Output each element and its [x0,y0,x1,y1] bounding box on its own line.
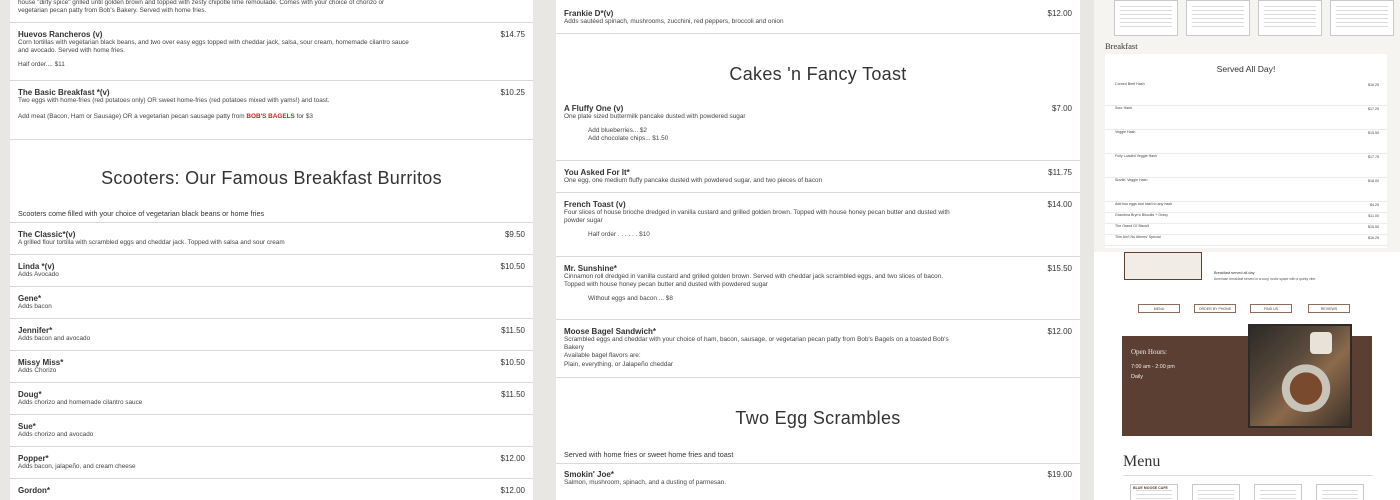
item-price: $12.00 [1047,327,1072,336]
item-price: $11.75 [1048,168,1072,177]
item-price: $15.50 [1047,264,1072,273]
menu-item [10,479,533,500]
item-desc: A grilled flour tortilla with scrambled eggs and cheddar jack. Topped with salsa and sour cream [18,239,285,246]
item-price: $11.50 [501,326,525,335]
item-note: Without eggs and bacon ... $8 [588,295,673,303]
item-name: Doug* [18,390,42,399]
item-desc: Adds chorizo and avocado [18,431,94,438]
section-header [556,378,1080,440]
item-price: $11.50 [501,390,525,399]
item-desc: One egg, one medium fluffy pancake dusted with powdered sugar, and two pieces of bacon [564,177,823,184]
section-title: Scooters: Our Famous Breakfast Burritos [101,168,442,188]
menu-item [556,193,1080,257]
section-title: Cakes 'n Fancy Toast [729,64,907,84]
menu-label: Menu [1123,453,1161,470]
website-screenshot [1094,252,1400,442]
menu-card-rows [1105,82,1387,246]
menu-item [556,0,1080,34]
item-price: $9.50 [504,230,525,239]
menu-card-row-label: Sour Hash [1115,106,1132,110]
item-name: A Fluffy One (v) [564,104,624,113]
order-by-phone-button[interactable] [1194,304,1236,313]
menu-item [10,81,533,140]
menu-card-row-label: The Grand Ol' Biscuit [1115,224,1150,228]
menu-gallery-section [1094,442,1400,500]
item-desc: Available bagel flavors are: [564,352,641,360]
menu-card-row [1105,154,1387,178]
item-desc: Adds sautéed spinach, mushrooms, zucchini, red peppers, broccoli and onion [564,18,784,25]
menu-item [10,23,533,81]
menu-card-row-price: $4.25 [1370,203,1379,207]
note-text: Add meat (Bacon, Ham or Sausage) OR a vegetarian pecan sausage patty from [18,113,247,121]
find-us-button[interactable] [1250,304,1292,313]
menu-card-row-price: $17.25 [1368,107,1379,111]
menu-thumbnail[interactable] [1330,0,1394,36]
section-subtitle: Served with home fries or sweet home fries and toast [564,450,734,459]
menu-card-row [1105,106,1387,130]
menu-card-row-label: Sizzlin' Veggie Hash [1115,178,1148,182]
button-label: REVIEWS [1320,307,1338,311]
item-name: French Toast (v) [564,200,626,209]
item-name: The Classic*(v) [18,230,76,239]
site-tagline: American breakfast served in a cozy, rustic space with a quirky vibe. [1214,277,1317,281]
menu-card-row [1105,224,1387,235]
item-note: Add blueberries... $2 [588,127,647,135]
item-name: The Basic Breakfast *(v) [18,88,110,97]
menu-thumbnail[interactable] [1258,0,1322,36]
item-price: $10.50 [500,358,525,367]
menu-item [10,223,533,255]
menu-thumbnail[interactable] [1186,0,1250,36]
item-note [18,113,525,120]
section-header [556,34,1080,97]
menu-card-row-label: Add two eggs and hash to any hash [1115,202,1173,206]
menu-card-row [1105,235,1387,246]
menu-item [10,383,533,415]
menu-card-row-label: Fully Loaded Veggie Hash [1115,154,1157,158]
item-note: Half order . . . . . . $10 [588,231,650,239]
item-price: $12.00 [500,454,525,463]
menu-card-title: Served All Day! [1216,64,1276,74]
menu-card-row [1105,213,1387,224]
item-desc: Scrambled eggs and cheddar with your choice of ham, bacon, sausage, or vegetarian pecan patty from Bob's Bagels on a toasted Bob's Bakery [564,336,949,352]
menu-item [10,351,533,383]
item-desc: Salmon, mushroom, spinach, and a dusting of parmesan. [564,479,726,486]
item-name: Gordon* [18,486,50,495]
plate [1278,360,1334,412]
menu-item [10,319,533,351]
item-desc: Adds bacon [18,303,52,310]
menu-card-row-label: Veggie Hash [1115,130,1136,134]
item-desc: Four slices of house brioche dredged in vanilla custard and grilled golden brown. Topped with house honey pecan butter and dusted with powder sugar [564,209,950,225]
item-price: $12.00 [500,486,525,495]
open-hours-title: Open Hours: [1131,348,1167,356]
item-name: Smokin' Joe* [564,470,614,479]
item-desc: Corn tortillas with vegetarian black beans, and two over easy eggs topped with cheddar jack, salsa, sour cream, homemade cilantro sauce and avocado. Served with home fries. [18,39,409,55]
item-desc: Plain, everything, or Jalapeño cheddar [564,360,674,368]
menu-thumbnails-top [1104,0,1400,36]
item-name: Frankie D*(v) [564,9,614,18]
menu-button[interactable] [1138,304,1180,313]
menu-panel-left[interactable] [10,0,533,500]
menu-thumbnail[interactable] [1192,484,1240,500]
menu-card-row [1105,202,1387,213]
item-desc: Adds Chorizo [18,367,57,374]
section-subtitle-row [10,199,533,223]
item-name: Missy Miss* [18,358,64,367]
item-price: $14.75 [500,30,525,39]
menu-card-row [1105,178,1387,202]
menu-card-row-price: $16.25 [1368,83,1379,87]
toast-list [556,97,1080,378]
item-name: Moose Bagel Sandwich* [564,327,657,336]
menu-item [10,287,533,319]
menu-card-row-price: $15.50 [1368,131,1379,135]
item-price: $12.00 [1047,9,1072,18]
menu-item [556,464,1080,500]
menu-thumbnail[interactable] [1254,484,1302,500]
item-desc: Adds bacon and avocado [18,335,91,342]
item-desc: Adds Avocado [18,271,59,278]
item-desc: Two eggs with home-fries (red potatoes only) OR sweet home-fries (red potatoes mixed with yams!) and toast. [18,97,330,104]
menu-panel-middle[interactable] [556,0,1080,500]
section-subtitle-row [556,440,1080,464]
section-header [10,140,533,199]
item-note: Add chocolate chips... $1.50 [588,135,669,143]
item-price: $14.00 [1047,200,1072,209]
button-label: MENU [1153,307,1165,311]
button-label: FIND US [1263,307,1279,311]
menu-card-row-price: $18.00 [1368,179,1379,183]
item-note: Half order.... $11 [18,61,65,69]
item-name: Linda *(v) [18,262,55,271]
menu-item [556,97,1080,161]
menu-item [10,415,533,447]
menu-item [10,255,533,287]
hero-image [1124,252,1202,280]
menu-item [556,257,1080,320]
item-name: Jennifer* [18,326,53,335]
item-name: Mr. Sunshine* [564,264,617,273]
section-subtitle: Scooters come filled with your choice of vegetarian black beans or home fries [18,209,265,218]
breakfast-menu-card[interactable] [1105,54,1387,248]
open-hours-time: 7:00 am - 2:00 pm [1131,364,1175,370]
item-notes [564,231,1072,239]
bobs-bagels-link[interactable]: BOB'S BAGELS [246,113,295,121]
item-notes [564,295,1072,303]
menu-card-row-price: $17.75 [1368,155,1379,159]
item-name: Gene* [18,294,42,303]
breakfast-photo [1248,324,1352,428]
menu-item [10,447,533,479]
menu-item [556,320,1080,378]
menu-card-row-price: $16.25 [1368,236,1379,240]
divider [1123,475,1373,476]
item-price: $19.00 [1047,470,1072,479]
logo-text: BLUE MOOSE CAFE [1133,486,1168,490]
menu-thumbnail[interactable] [1130,484,1178,500]
site-heading: Breakfast served all day [1214,271,1255,275]
item-name: Sue* [18,422,36,431]
item-price: $7.00 [1051,104,1072,113]
item-desc: Cinnamon roll dredged in vanilla custard and grilled golden brown. Served with cheddar jack scrambled eggs, and two slices of bacon. Topped with house honey pecan butter and dusted with powdered sugar [564,273,944,289]
item-notes [564,127,1072,143]
item-name: You Asked For It* [564,168,630,177]
menu-card-row-label: This Ain't No Athens' Special [1115,235,1161,239]
menu-card-row [1105,82,1387,106]
reviews-button[interactable] [1308,304,1350,313]
button-label: ORDER BY PHONE [1198,307,1232,311]
menu-card-row-label: Corned Beef Hash [1115,82,1145,86]
item-desc: Adds chorizo and homemade cilantro sauce [18,399,143,406]
menu-item-top [10,0,533,23]
note-text: for $3 [294,113,313,121]
menu-thumbnail[interactable] [1114,0,1178,36]
burrito-list [10,223,533,500]
item-desc: house "dirty spice" grilled until golden brown and topped with zesty chipotle lime remoulade. Comes with your choice of chorizo or vegetarian pecan patty from Bob's Bakery. Served with home fries. [18,0,385,15]
menu-card-row-price: $15.50 [1368,225,1379,229]
item-price: $10.50 [500,262,525,271]
item-desc: Adds bacon, jalapeño, and cream cheese [18,463,136,470]
section-title: Two Egg Scrambles [735,408,901,428]
item-price: $10.25 [500,88,525,97]
item-desc: One plate sized buttermilk pancake dusted with powdered sugar [564,113,746,120]
open-hours-days: Daily [1131,374,1143,380]
breakfast-label: Breakfast [1105,41,1138,51]
menu-item [556,161,1080,193]
coffee-mug [1310,332,1332,354]
menu-card-row-price: $11.00 [1368,214,1379,218]
item-name: Popper* [18,454,49,463]
menu-card-row [1105,130,1387,154]
menu-card-row-label: Grandma Bryn's Biscuits + Gravy [1115,213,1168,217]
item-name: Huevos Rancheros (v) [18,30,103,39]
menu-thumbnail[interactable] [1316,484,1364,500]
menu-thumbnails-bottom [1120,484,1374,500]
